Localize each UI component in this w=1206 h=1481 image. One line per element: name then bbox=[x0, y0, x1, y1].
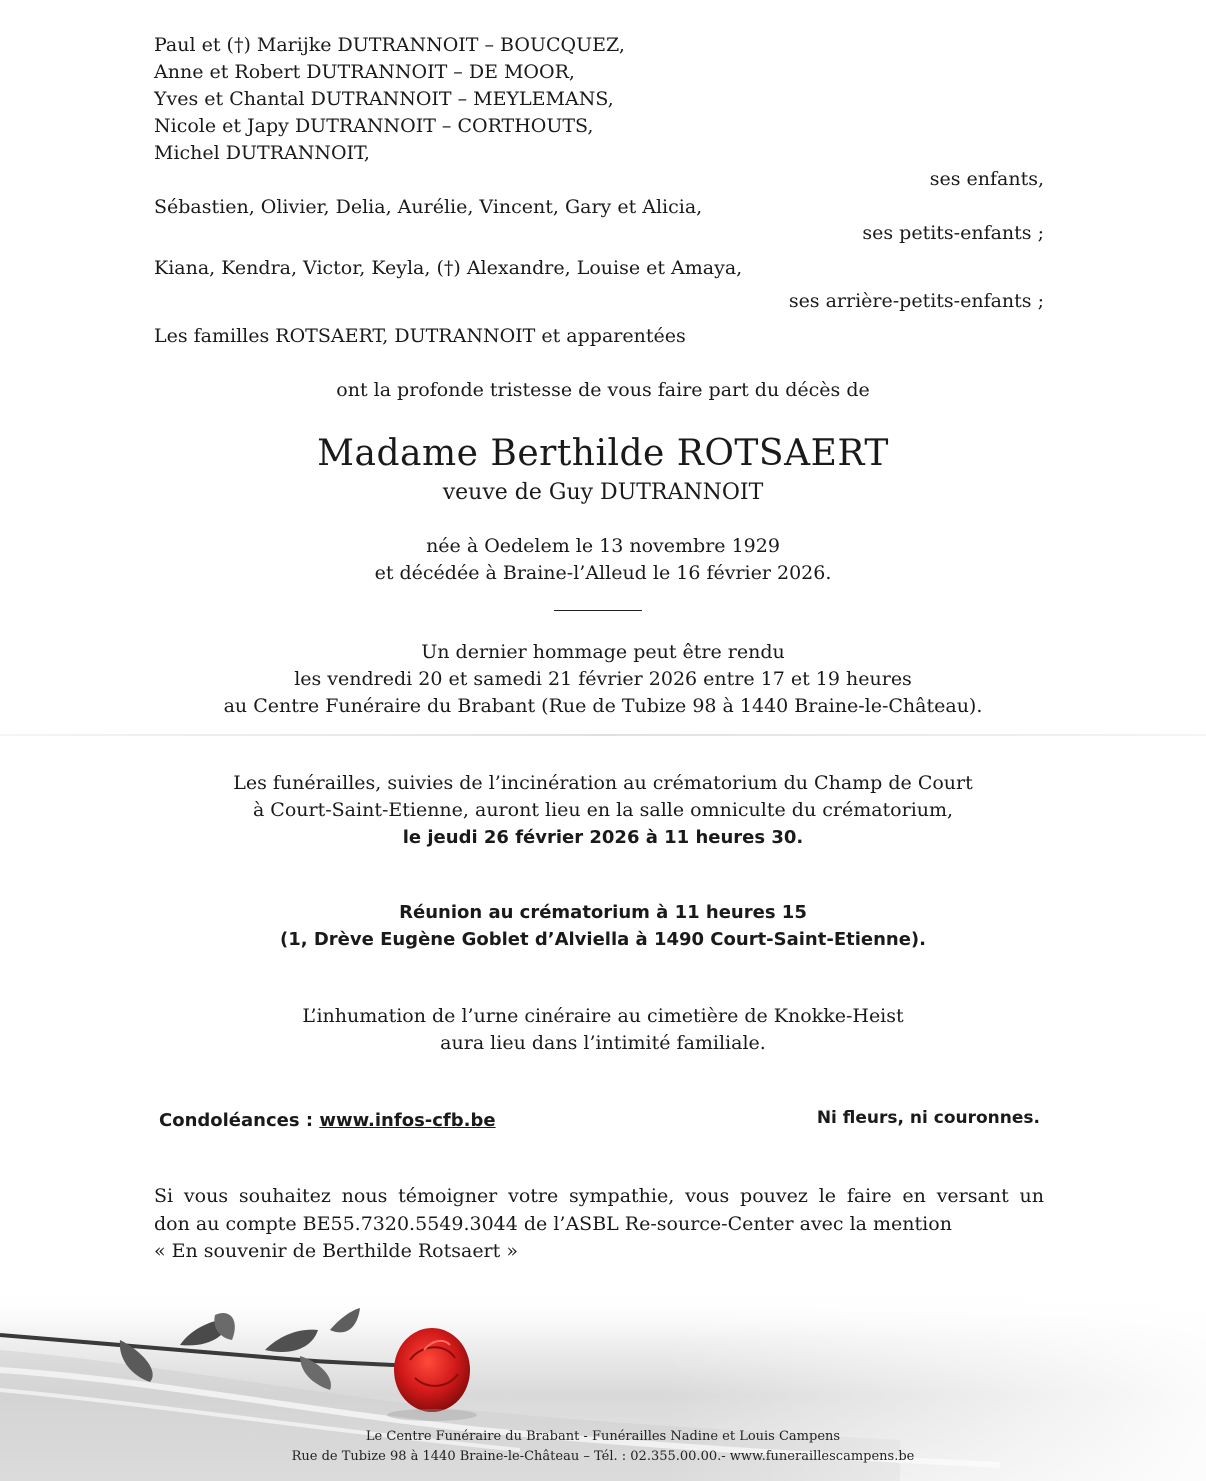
visitation-line-1: Un dernier hommage peut être rendu bbox=[421, 641, 785, 663]
donation-paragraph bbox=[154, 1183, 1044, 1266]
families-line: Les familles ROTSAERT, DUTRANNOIT et apparentées bbox=[154, 325, 686, 347]
child-line-1: Paul et (†) Marijke DUTRANNOIT – BOUCQUEZ, bbox=[154, 34, 625, 56]
grandchildren-line: Sébastien, Olivier, Delia, Aurélie, Vincent, Gary et Alicia, bbox=[154, 196, 703, 218]
visitation-line-2: les vendredi 20 et samedi 21 février 2026 entre 17 et 19 heures bbox=[294, 668, 912, 690]
footer-line-2: Rue de Tubize 98 à 1440 Braine-le-Château – Tél. : 02.355.00.00.- www.funeraillescampens.be bbox=[291, 1449, 915, 1464]
meeting-line-2: (1, Drève Eugène Goblet d’Alviella à 1490 Court-Saint-Etienne). bbox=[279, 929, 926, 950]
meeting-line-1: Réunion au crématorium à 11 heures 15 bbox=[399, 902, 807, 923]
grandchildren-label: ses petits-enfants ; bbox=[862, 222, 1044, 244]
no-flowers-note: Ni fleurs, ni couronnes. bbox=[816, 1108, 1040, 1128]
funeral-line-2: à Court-Saint-Etienne, auront lieu en la salle omniculte du crématorium, bbox=[252, 799, 954, 821]
child-line-2: Anne et Robert DUTRANNOIT – DE MOOR, bbox=[154, 61, 575, 83]
donation-line-1: Si vous souhaitez nous témoigner votre sympathie, vous pouvez le faire en versant un bbox=[154, 1185, 1044, 1207]
burial-line-2: aura lieu dans l’intimité familiale. bbox=[440, 1032, 766, 1054]
child-line-3: Yves et Chantal DUTRANNOIT – MEYLEMANS, bbox=[154, 88, 614, 110]
visitation-line-3: au Centre Funéraire du Brabant (Rue de Tubize 98 à 1440 Braine-le-Château). bbox=[223, 695, 983, 717]
donation-line-2: don au compte BE55.7320.5549.3044 de l’ASBL Re-source-Center avec la mention bbox=[154, 1212, 952, 1235]
footer-line-1: Le Centre Funéraire du Brabant - Funérailles Nadine et Louis Campens bbox=[365, 1429, 841, 1444]
child-line-4: Nicole et Japy DUTRANNOIT – CORTHOUTS, bbox=[154, 115, 594, 137]
funeral-date: le jeudi 26 février 2026 à 11 heures 30. bbox=[402, 827, 804, 848]
funeral-line-1: Les funérailles, suivies de l’incinération au crématorium du Champ de Court bbox=[233, 772, 973, 794]
child-line-5: Michel DUTRANNOIT, bbox=[154, 142, 370, 164]
children-label: ses enfants, bbox=[929, 168, 1044, 190]
great-grandchildren-label: ses arrière-petits-enfants ; bbox=[788, 290, 1044, 312]
great-grandchildren-line: Kiana, Kendra, Victor, Keyla, (†) Alexandre, Louise et Amaya, bbox=[154, 257, 743, 279]
condolences-label: Condoléances : bbox=[159, 1110, 320, 1131]
burial-line-1: L’inhumation de l’urne cinéraire au cimetière de Knokke-Heist bbox=[302, 1005, 904, 1027]
condolences-link[interactable]: www.infos-cfb.be bbox=[319, 1110, 496, 1131]
death-line: et décédée à Braine-l’Alleud le 16 février 2026. bbox=[374, 562, 832, 584]
paper-fold-line bbox=[0, 734, 1206, 736]
donation-line-3: « En souvenir de Berthilde Rotsaert » bbox=[154, 1240, 518, 1262]
condolences bbox=[159, 1107, 496, 1134]
widow-of: veuve de Guy DUTRANNOIT bbox=[442, 480, 764, 505]
section-divider bbox=[554, 610, 642, 611]
birth-line: née à Oedelem le 13 novembre 1929 bbox=[426, 535, 780, 557]
rose-icon bbox=[394, 1328, 470, 1412]
announcement-intro: ont la profonde tristesse de vous faire part du décès de bbox=[336, 379, 870, 401]
deceased-name: Madame Berthilde ROTSAERT bbox=[317, 433, 889, 474]
